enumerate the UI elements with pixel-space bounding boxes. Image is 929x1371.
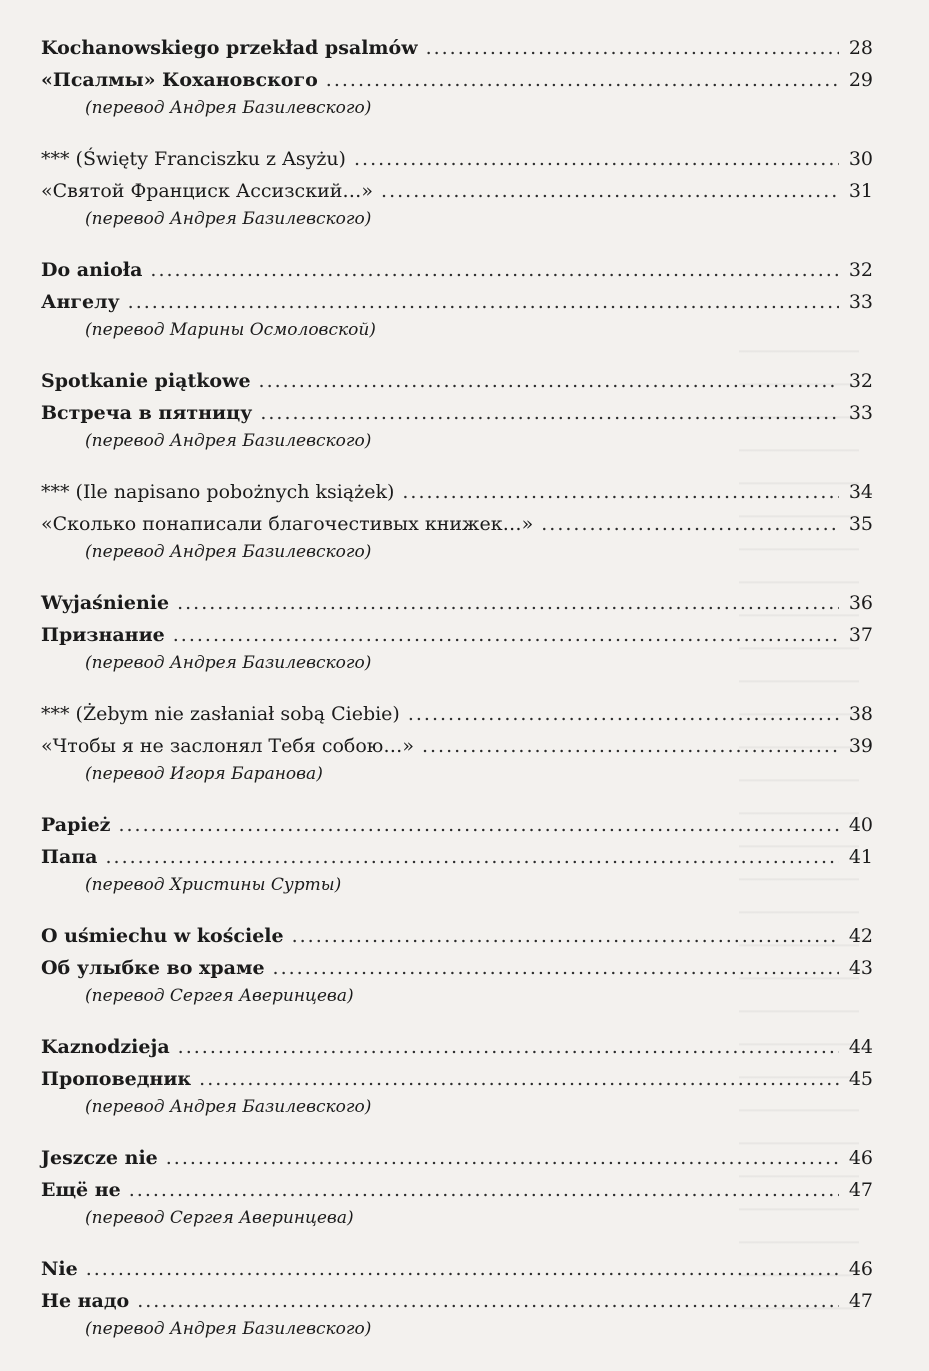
toc-entry <box>41 920 873 1031</box>
translation-title-line[interactable] <box>41 508 873 540</box>
translation-title-line[interactable] <box>41 175 873 207</box>
translator-credit: (перевод Андрея Базилевского) <box>85 431 372 451</box>
translation-title-line[interactable] <box>41 397 873 429</box>
original-title: Nie <box>41 1258 78 1280</box>
original-title: Papież <box>41 814 111 836</box>
translation-page-number: 29 <box>848 69 873 91</box>
translator-credit: (перевод Игоря Баранова) <box>85 764 323 784</box>
original-title: Kaznodzieja <box>41 1036 170 1058</box>
translation-title: «Чтобы я не заслонял Тебя собою…» <box>41 735 414 757</box>
original-title-line[interactable] <box>41 587 873 619</box>
original-page-number: 42 <box>848 925 873 947</box>
original-page-number: 46 <box>848 1258 873 1280</box>
toc-entry <box>41 1031 873 1142</box>
original-title: *** (Ile napisano pobożnych książek) <box>41 481 395 503</box>
leader-dots <box>541 508 839 540</box>
leader-dots <box>129 1174 839 1206</box>
toc-entry <box>41 476 873 587</box>
translation-title-line[interactable] <box>41 64 873 96</box>
original-page-number: 28 <box>848 37 873 59</box>
translation-page-number: 39 <box>848 735 873 757</box>
leader-dots <box>118 809 839 841</box>
toc-entry <box>41 1253 873 1364</box>
original-title-line[interactable] <box>41 1142 873 1174</box>
leader-dots <box>402 476 839 508</box>
translation-title: Признание <box>41 624 165 646</box>
translation-title: Ангелу <box>41 291 120 313</box>
translation-title: «Псалмы» Кохановского <box>41 69 318 91</box>
toc-entry <box>41 1142 873 1253</box>
translation-page-number: 41 <box>848 846 873 868</box>
translation-title-line[interactable] <box>41 1285 873 1317</box>
toc-entry <box>41 587 873 698</box>
original-title: Kochanowskiego przekład psalmów <box>41 37 418 59</box>
translator-credit: (перевод Христины Сурты) <box>85 875 342 895</box>
toc-entry <box>41 698 873 809</box>
translator-credit: (перевод Андрея Базилевского) <box>85 209 372 229</box>
translation-page-number: 47 <box>848 1179 873 1201</box>
original-title-line[interactable] <box>41 1253 873 1285</box>
original-title: *** (Święty Franciszku z Asyżu) <box>41 148 346 170</box>
translation-title: Об улыбке во храме <box>41 957 265 979</box>
original-title-line[interactable] <box>41 254 873 286</box>
original-page-number: 40 <box>848 814 873 836</box>
original-page-number: 32 <box>848 370 873 392</box>
original-title-line[interactable] <box>41 143 873 175</box>
original-title-line[interactable] <box>41 365 873 397</box>
translation-title: Не надо <box>41 1290 130 1312</box>
original-title-line[interactable] <box>41 698 873 730</box>
original-title: Spotkanie piątkowe <box>41 370 251 392</box>
leader-dots <box>178 1031 839 1063</box>
translation-title-line[interactable] <box>41 286 873 318</box>
original-page-number: 32 <box>848 259 873 281</box>
leader-dots <box>426 32 839 64</box>
translation-page-number: 33 <box>848 402 873 424</box>
original-page-number: 34 <box>848 481 873 503</box>
translation-page-number: 33 <box>848 291 873 313</box>
original-page-number: 38 <box>848 703 873 725</box>
translation-title: Встреча в пятницу <box>41 402 253 424</box>
translation-title: Папа <box>41 846 98 868</box>
original-title-line[interactable] <box>41 920 873 952</box>
leader-dots <box>292 920 839 952</box>
toc-entry <box>41 143 873 254</box>
leader-dots <box>86 1253 839 1285</box>
leader-dots <box>177 587 839 619</box>
original-title-line[interactable] <box>41 809 873 841</box>
original-page-number: 30 <box>848 148 873 170</box>
translation-title-line[interactable] <box>41 841 873 873</box>
original-title: Jeszcze nie <box>41 1147 158 1169</box>
translator-credit: (перевод Сергея Аверинцева) <box>85 986 354 1006</box>
translator-credit: (перевод Андрея Базилевского) <box>85 1319 372 1339</box>
translation-title: «Сколько понаписали благочестивых книжек…» <box>41 513 534 535</box>
translator-credit: (перевод Андрея Базилевского) <box>85 653 372 673</box>
toc-entry <box>41 254 873 365</box>
original-title: Wyjaśnienie <box>41 592 170 614</box>
original-title: O uśmiechu w kościele <box>41 925 284 947</box>
translation-page-number: 45 <box>848 1068 873 1090</box>
leader-dots <box>259 365 839 397</box>
leader-dots <box>105 841 839 873</box>
leader-dots <box>408 698 839 730</box>
translator-credit: (перевод Андрея Базилевского) <box>85 1097 372 1117</box>
original-page-number: 44 <box>848 1036 873 1058</box>
translator-credit: (перевод Андрея Базилевского) <box>85 98 372 118</box>
leader-dots <box>260 397 839 429</box>
translation-page-number: 43 <box>848 957 873 979</box>
original-page-number: 46 <box>848 1147 873 1169</box>
translation-title-line[interactable] <box>41 1174 873 1206</box>
original-title-line[interactable] <box>41 1031 873 1063</box>
translation-page-number: 47 <box>848 1290 873 1312</box>
original-page-number: 36 <box>848 592 873 614</box>
leader-dots <box>128 286 839 318</box>
translation-title: Ещё не <box>41 1179 121 1201</box>
original-title-line[interactable] <box>41 476 873 508</box>
leader-dots <box>273 952 839 984</box>
toc-entry <box>41 809 873 920</box>
translation-title-line[interactable] <box>41 619 873 651</box>
original-title: Do anioła <box>41 259 143 281</box>
leader-dots <box>381 175 839 207</box>
leader-dots <box>166 1142 839 1174</box>
leader-dots <box>422 730 839 762</box>
leader-dots <box>150 254 839 286</box>
translator-credit: (перевод Сергея Аверинцева) <box>85 1208 354 1228</box>
translation-title: Проповедник <box>41 1068 192 1090</box>
translator-credit: (перевод Андрея Базилевского) <box>85 542 372 562</box>
translation-title: «Святой Франциск Ассизский…» <box>41 180 374 202</box>
leader-dots <box>137 1285 839 1317</box>
table-of-contents <box>41 32 873 1364</box>
original-title: *** (Żebym nie zasłaniał sobą Ciebie) <box>41 703 400 725</box>
translation-title-line[interactable] <box>41 952 873 984</box>
translation-title-line[interactable] <box>41 1063 873 1095</box>
toc-entry <box>41 32 873 143</box>
translation-page-number: 35 <box>848 513 873 535</box>
translation-page-number: 37 <box>848 624 873 646</box>
toc-entry <box>41 365 873 476</box>
translation-page-number: 31 <box>848 180 873 202</box>
leader-dots <box>173 619 839 651</box>
original-title-line[interactable] <box>41 32 873 64</box>
leader-dots <box>326 64 839 96</box>
leader-dots <box>199 1063 839 1095</box>
translation-title-line[interactable] <box>41 730 873 762</box>
leader-dots <box>354 143 839 175</box>
translator-credit: (перевод Марины Осмоловской) <box>85 320 376 340</box>
